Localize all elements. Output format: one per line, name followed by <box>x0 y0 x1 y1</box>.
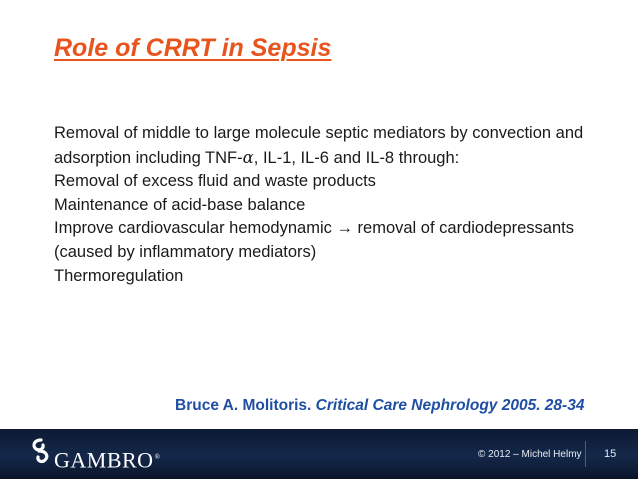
registered-mark: ® <box>154 452 161 461</box>
gambro-logo <box>30 437 160 471</box>
footer-divider <box>585 441 586 467</box>
copyright-text: © 2012 – Michel Helmy <box>478 449 582 460</box>
slide-title: Role of CRRT in Sepsis <box>54 34 332 62</box>
bullet-text-part: removal of cardiodepressants (caused by inflammatory mediators) <box>54 219 574 261</box>
bullet-thermoregulation: Thermoregulation <box>54 266 184 285</box>
citation-author: Bruce A. Molitoris. <box>175 397 312 414</box>
bullet-text-part: Removal of middle to large molecule septic mediators by convection and adsorption including TNF- <box>54 124 584 167</box>
logo-text: GAMBRO <box>54 447 154 472</box>
right-arrow-icon: → <box>336 219 353 238</box>
slide-body <box>54 122 614 288</box>
gambro-swirl-icon <box>30 437 52 471</box>
bullet-hemodynamic <box>54 217 614 264</box>
bullet-text-part: , IL-1, IL-6 and IL-8 through: <box>253 148 460 167</box>
bullet-removal-fluid: Removal of excess fluid and waste products <box>54 172 376 191</box>
bullet-acid-base: Maintenance of acid-base balance <box>54 195 306 214</box>
page-number: 15 <box>604 448 617 460</box>
citation <box>175 397 584 415</box>
bullet-text-part: Improve cardiovascular hemodynamic <box>54 219 337 238</box>
logo-wordmark <box>54 446 160 471</box>
citation-journal: Critical Care Nephrology 2005. 28-34 <box>315 397 585 414</box>
bullet-removal-mediators <box>54 122 614 170</box>
alpha-symbol: α <box>242 147 254 167</box>
